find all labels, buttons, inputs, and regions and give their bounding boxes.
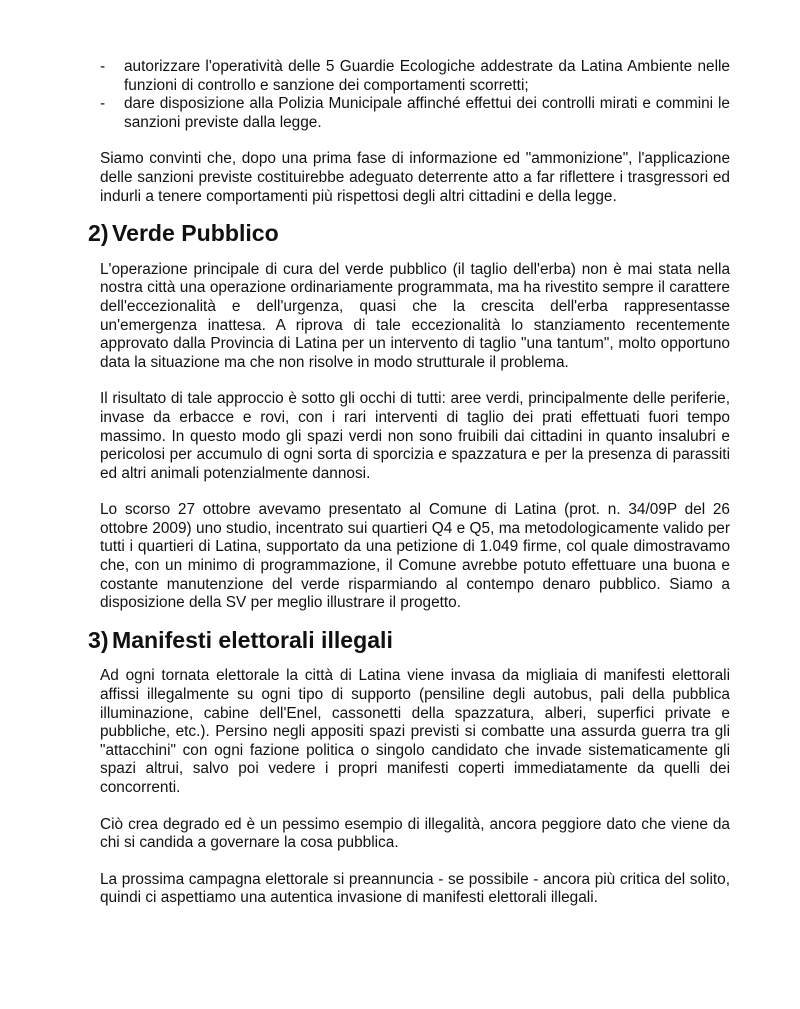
paragraph: Lo scorso 27 ottobre avevamo presentato al Comune di Latina (prot. n. 34/09P del 26 ottobre 2009) uno studio, incentrato sui quartieri Q4 e Q5, ma metodologicamente valido per tutti i quartieri di Latina, supportato da una petizione di 1.049 firme, col quale dimostravamo che, con un minimo di programmazione, il Comune avrebbe potuto effettuare una buona e costante manutenzione del verde risparmiando al contempo denaro pubblico. Siamo a disposizione della SV per meglio illustrare il progetto. bbox=[100, 501, 730, 612]
list-item bbox=[88, 58, 730, 95]
list-item bbox=[88, 95, 730, 132]
section-title: Manifesti elettorali illegali bbox=[112, 626, 393, 653]
paragraph: Ad ogni tornata elettorale la città di Latina viene invasa da migliaia di manifesti elettorali affissi illegalmente su ogni tipo di supporto (pensiline degli autobus, pali della pubblica illuminazione, cabine dell'Enel, cassonetti della spazzatura, alberi, superfici private e pubbliche, etc.). Persino negli appositi spazi previsti si combatte una assurda guerra tra gli "attacchini" con ogni fazione politica o singolo candidato che invade sistematicamente gli spazi altrui, salvo poi vedere i propri manifesti coperti immediatamente da quelli dei concorrenti. bbox=[100, 667, 730, 796]
intro-paragraph: Siamo convinti che, dopo una prima fase di informazione ed "ammonizione", l'applicazione delle sanzioni previste costituirebbe adeguato deterrente atto a far riflettere i trasgressori ed indurli a tenere comportamenti più rispettosi degli altri cittadini e della legge. bbox=[100, 150, 730, 205]
paragraph: Ciò crea degrado ed è un pessimo esempio di illegalità, ancora peggiore dato che viene da chi si candida a governare la cosa pubblica. bbox=[100, 815, 730, 852]
bullet-dash: - bbox=[100, 95, 106, 113]
section-number: 2) bbox=[88, 220, 109, 247]
paragraph: L'operazione principale di cura del verde pubblico (il taglio dell'erba) non è mai stata nella nostra città una operazione ordinariamente programmata, ma ha rivestito sempre il carattere dell'eccezionalità e dell'urgenza, quasi che la crescita dell'erba rappresentasse un'emergenza inattesa. A riprova di tale eccezionalità lo stanziamento recentemente approvato dalla Provincia di Latina per un intervento di taglio "una tantum", molto opportuno data la situazione ma che non risolve in modo strutturale il problema. bbox=[100, 260, 730, 371]
paragraph: La prossima campagna elettorale si preannuncia - se possibile - ancora più critica del solito, quindi ci aspettiamo una autentica invasione di manifesti elettorali illegali. bbox=[100, 870, 730, 907]
section-heading-verde-pubblico bbox=[88, 220, 730, 247]
bullet-text: dare disposizione alla Polizia Municipale affinché effettui dei controlli mirati e commini le sanzioni previste dalla legge. bbox=[124, 95, 730, 131]
paragraph: Il risultato di tale approccio è sotto gli occhi di tutti: aree verdi, principalmente delle periferie, invase da erbacce e rovi, con i rari interventi di taglio dei prati effettuati fuori tempo massimo. In questo modo gli spazi verdi non sono fruibili dai cittadini in quanto insalubri e pericolosi per accumulo di ogni sorta di sporcizia e spazzatura e per la presenza di parassiti ed altri animali potenzialmente dannosi. bbox=[100, 390, 730, 482]
bullet-text: autorizzare l'operatività delle 5 Guardie Ecologiche addestrate da Latina Ambiente nelle funzioni di controllo e sanzione dei comportamenti scorretti; bbox=[124, 58, 730, 94]
section-number: 3) bbox=[88, 626, 109, 653]
section-title: Verde Pubblico bbox=[112, 220, 279, 247]
bullet-list bbox=[88, 58, 730, 132]
bullet-dash: - bbox=[100, 58, 106, 75]
section-heading-manifesti bbox=[88, 626, 730, 653]
